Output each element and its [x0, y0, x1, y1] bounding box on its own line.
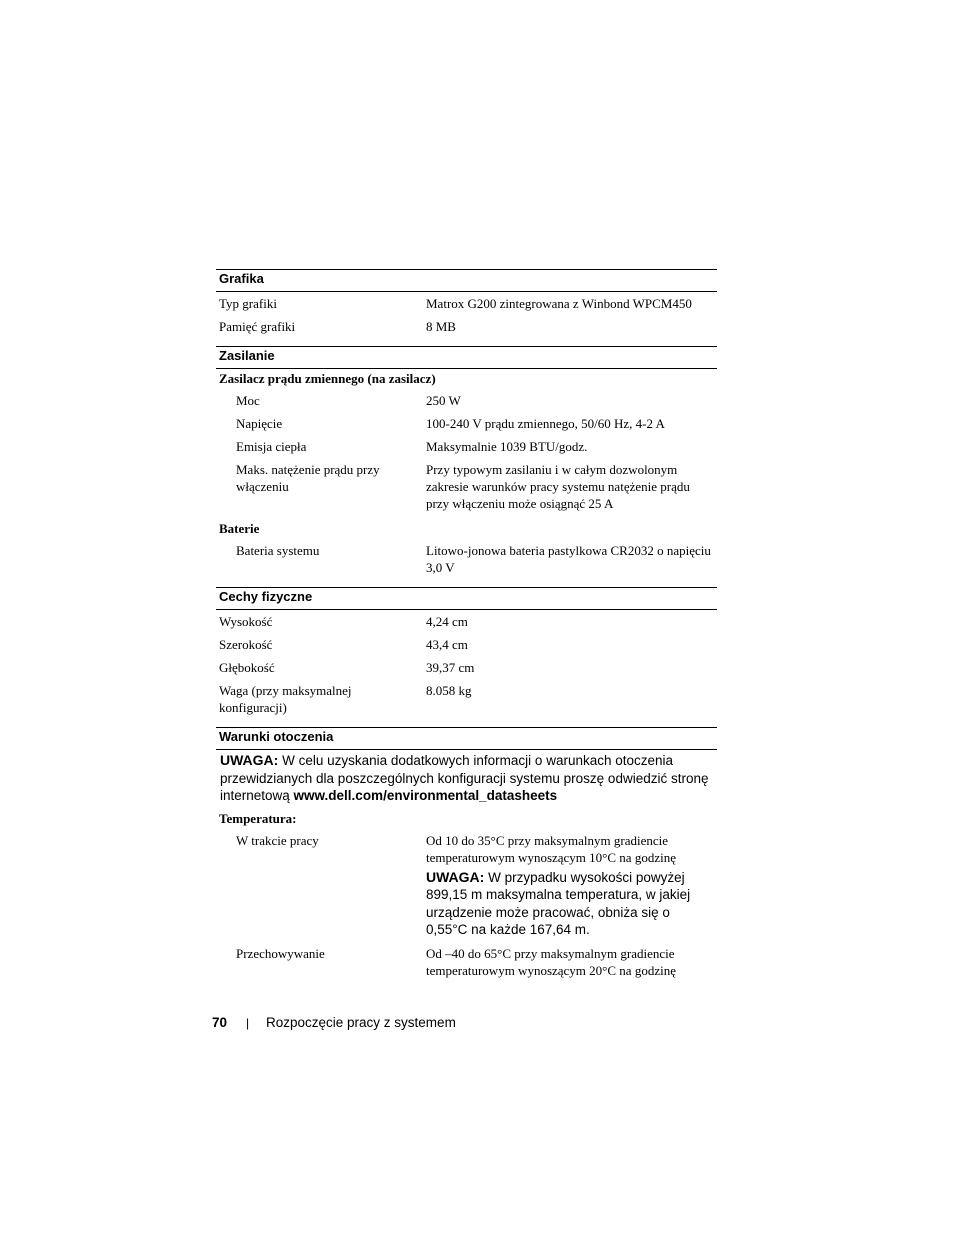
- row-label: W trakcie pracy: [236, 832, 319, 848]
- row-value: Od –40 do 65°C przy maksymalnym gradiencie temperaturowym wynoszącym 20°C na godzinę: [426, 945, 676, 978]
- row-value: 100-240 V prądu zmiennego, 50/60 Hz, 4-2 A: [426, 416, 665, 431]
- note-block: [216, 750, 717, 809]
- row-label: Maks. natężenie prądu przy włączeniu: [236, 462, 380, 494]
- table-row: [216, 412, 717, 435]
- row-value: 4,24 cm: [426, 614, 468, 629]
- row-label: Głębokość: [219, 660, 275, 675]
- table-row: [216, 315, 717, 338]
- section-header-zasilanie: Zasilanie: [216, 346, 717, 369]
- value-note-label: UWAGA:: [426, 868, 485, 885]
- row-label: Pamięć grafiki: [219, 319, 296, 334]
- row-label: Waga (przy maksymalnej konfiguracji): [219, 683, 352, 715]
- table-row: [216, 656, 717, 679]
- row-label: Szerokość: [219, 637, 273, 652]
- note-text: W celu uzyskania dodatkowych informacji o warunkach otoczenia przewidzianych dla poszczególnych konfiguracji systemu proszę odwiedzić stronę internetową: [220, 753, 709, 803]
- row-value: 8 MB: [426, 319, 456, 334]
- table-row: [216, 633, 717, 656]
- subsection-header-zasilacz: Zasilacz prądu zmiennego (na zasilacz): [219, 371, 436, 386]
- row-label: Emisja ciepła: [236, 439, 307, 454]
- row-label: Moc: [236, 393, 260, 408]
- chapter-title: Rozpoczęcie pracy z systemem: [266, 1015, 456, 1030]
- page-number: 70: [212, 1015, 228, 1030]
- table-row: [216, 610, 717, 633]
- row-value: Litowo-jonowa bateria pastylkowa CR2032 o napięciu 3,0 V: [426, 543, 711, 575]
- row-value-text: Od 10 do 35°C przy maksymalnym gradiencie temperaturowym wynoszącym 10°C na godzinę: [426, 832, 676, 865]
- row-label: Wysokość: [219, 614, 273, 629]
- table-row: [216, 292, 717, 315]
- row-value: Przy typowym zasilaniu i w całym dozwolonym zakresie warunków pracy systemu natężenie prądu przy włączeniu może osiągnąć 25 A: [426, 462, 690, 511]
- value-note-text: W przypadku wysokości powyżej 899,15 m maksymalna temperatura, w jakiej urządzenie może pracować, obniża się o 0,55°C na każde 167,64 m.: [426, 869, 691, 937]
- row-label: Napięcie: [236, 416, 283, 431]
- table-row: [216, 539, 717, 579]
- spec-table: [216, 269, 717, 982]
- row-value: 43,4 cm: [426, 637, 468, 652]
- row-label: Typ grafiki: [219, 296, 277, 311]
- table-row: [216, 829, 717, 942]
- row-value: Maksymalnie 1039 BTU/godz.: [426, 439, 588, 454]
- section-header-cechy: Cechy fizyczne: [216, 587, 717, 610]
- datasheet-link[interactable]: www.dell.com/environmental_datasheets: [293, 788, 558, 803]
- footer-separator: |: [246, 1015, 250, 1030]
- table-row: [216, 458, 717, 515]
- section-header-warunki: Warunki otoczenia: [216, 727, 717, 750]
- subsection-header-temperatura: Temperatura:: [219, 810, 297, 826]
- table-row: [216, 389, 717, 412]
- row-value: 39,37 cm: [426, 660, 475, 675]
- row-value: Matrox G200 zintegrowana z Winbond WPCM450: [426, 296, 692, 311]
- section-header-grafika: Grafika: [216, 269, 717, 292]
- row-label: Bateria systemu: [236, 543, 320, 558]
- row-label: Przechowywanie: [236, 945, 325, 961]
- subsection-header-baterie: Baterie: [219, 521, 260, 536]
- value-note: [426, 869, 711, 939]
- row-value: 8.058 kg: [426, 683, 472, 698]
- table-row: [216, 679, 717, 719]
- row-value: 250 W: [426, 393, 461, 408]
- page-footer: [212, 1015, 456, 1030]
- row-value: [426, 832, 717, 939]
- table-row: [216, 942, 717, 982]
- table-row: [216, 435, 717, 458]
- note-label: UWAGA:: [220, 752, 279, 768]
